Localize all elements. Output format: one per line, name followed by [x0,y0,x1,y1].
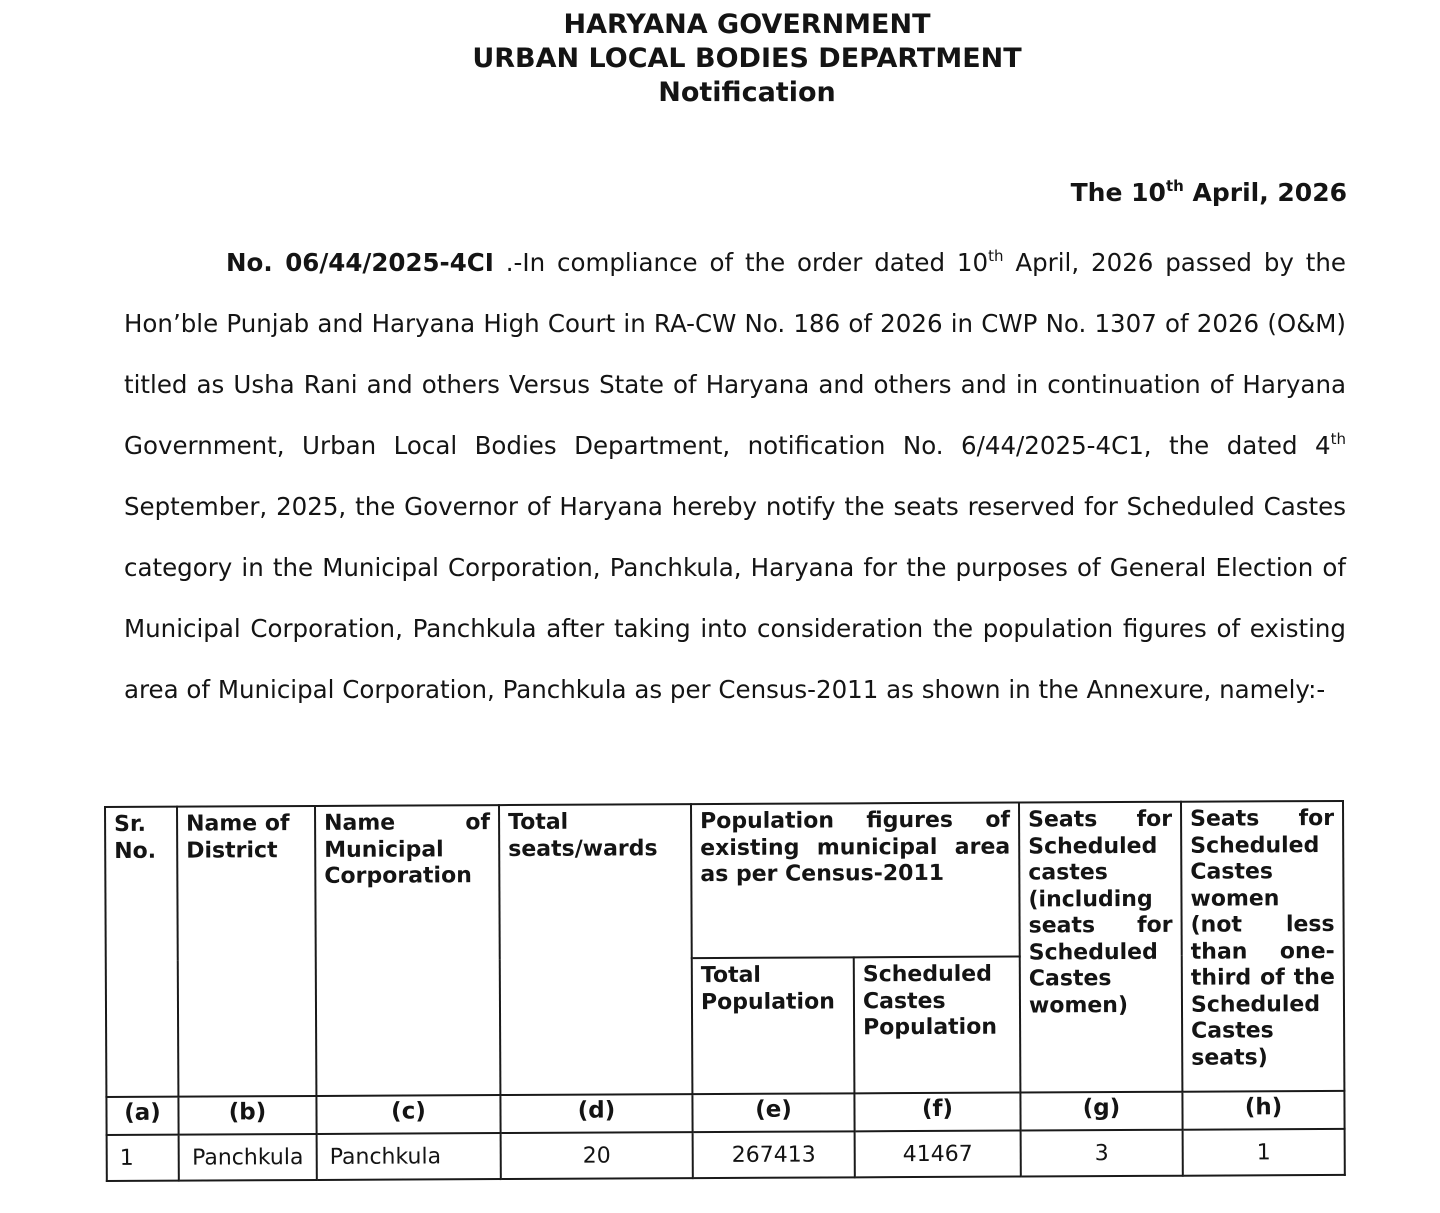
cell-corporation: Panchkula [317,1133,501,1180]
notification-title: Notification [658,77,836,108]
column-letter: (f) [854,1093,1020,1132]
column-letter: (a) [106,1097,178,1135]
cell-sc-population: 41467 [855,1131,1021,1178]
header-sc-seats: Seats for Scheduled castes (including seats for Scheduled Castes women) [1019,802,1182,1093]
header-sc-women-seats: Seats for Scheduled Castes women (not less than one-third of the Scheduled Castes seats) [1181,801,1344,1092]
column-letter: (e) [692,1093,854,1132]
notification-body [124,232,1346,720]
column-letter: (g) [1020,1092,1182,1131]
cell-district: Panchkula [179,1134,317,1181]
column-letter: (h) [1182,1091,1344,1130]
column-letter: (b) [178,1096,316,1135]
header-total-seats: Total seats/wards [499,804,692,1095]
header-corporation: Name of Municipal Corporation [315,805,500,1096]
notification-date [1071,178,1347,207]
cell-total-seats: 20 [501,1132,693,1179]
body-text-part1: .-In compliance of the order dated 10 [493,248,989,277]
header-total-population: Total Population [692,957,855,1094]
header-sr-no: Sr. No. [105,807,178,1097]
date-suffix: April, 2026 [1183,178,1347,207]
annexure-table [104,800,1346,1182]
date-ordinal: th [1165,177,1184,195]
department-title: URBAN LOCAL BODIES DEPARTMENT [472,43,1022,74]
body-text-part2: April, 2026 passed by the Hon’ble Punjab and Haryana High Court in RA-CW No. 186 of 2026 in CWP No. 1307 of 2026 (O&M) titled as Usha Rani and others Versus State of Haryana and others and in continuation of Haryana Government, Urban Local Bodies Department, notification No. 6/44/2025-4C1, the dated 4 [124,248,1346,460]
document-header [0,8,1440,110]
cell-sc-seats: 3 [1021,1130,1183,1177]
body-ordinal-1: th [988,247,1004,265]
column-letter-row [106,1091,1344,1135]
cell-total-population: 267413 [693,1131,855,1178]
header-population-group: Population figures of existing municipal area as per Census-2011 [691,803,1020,959]
cell-sc-women-seats: 1 [1183,1129,1345,1176]
column-letter: (d) [500,1094,692,1133]
notification-number: No. 06/44/2025-4CI [226,248,494,277]
cell-sr-no: 1 [107,1135,179,1181]
table-row [107,1129,1345,1181]
body-ordinal-2: th [1330,430,1346,448]
government-title: HARYANA GOVERNMENT [563,9,931,40]
header-sc-population: Scheduled Castes Population [854,957,1021,1094]
date-prefix: The 10 [1070,178,1166,207]
column-letter: (c) [316,1095,500,1134]
header-district: Name of District [177,806,316,1097]
body-text-part3: September, 2025, the Governor of Haryana hereby notify the seats reserved for Scheduled Castes category in the Municipal Corporation, Panchkula, Haryana for the purposes of General Election of Municipal Corporation, Panchkula after taking into consideration the population figures of existing area of Municipal Corporation, Panchkula as per Census-2011 as shown in the Annexure, namely:- [124,492,1346,704]
